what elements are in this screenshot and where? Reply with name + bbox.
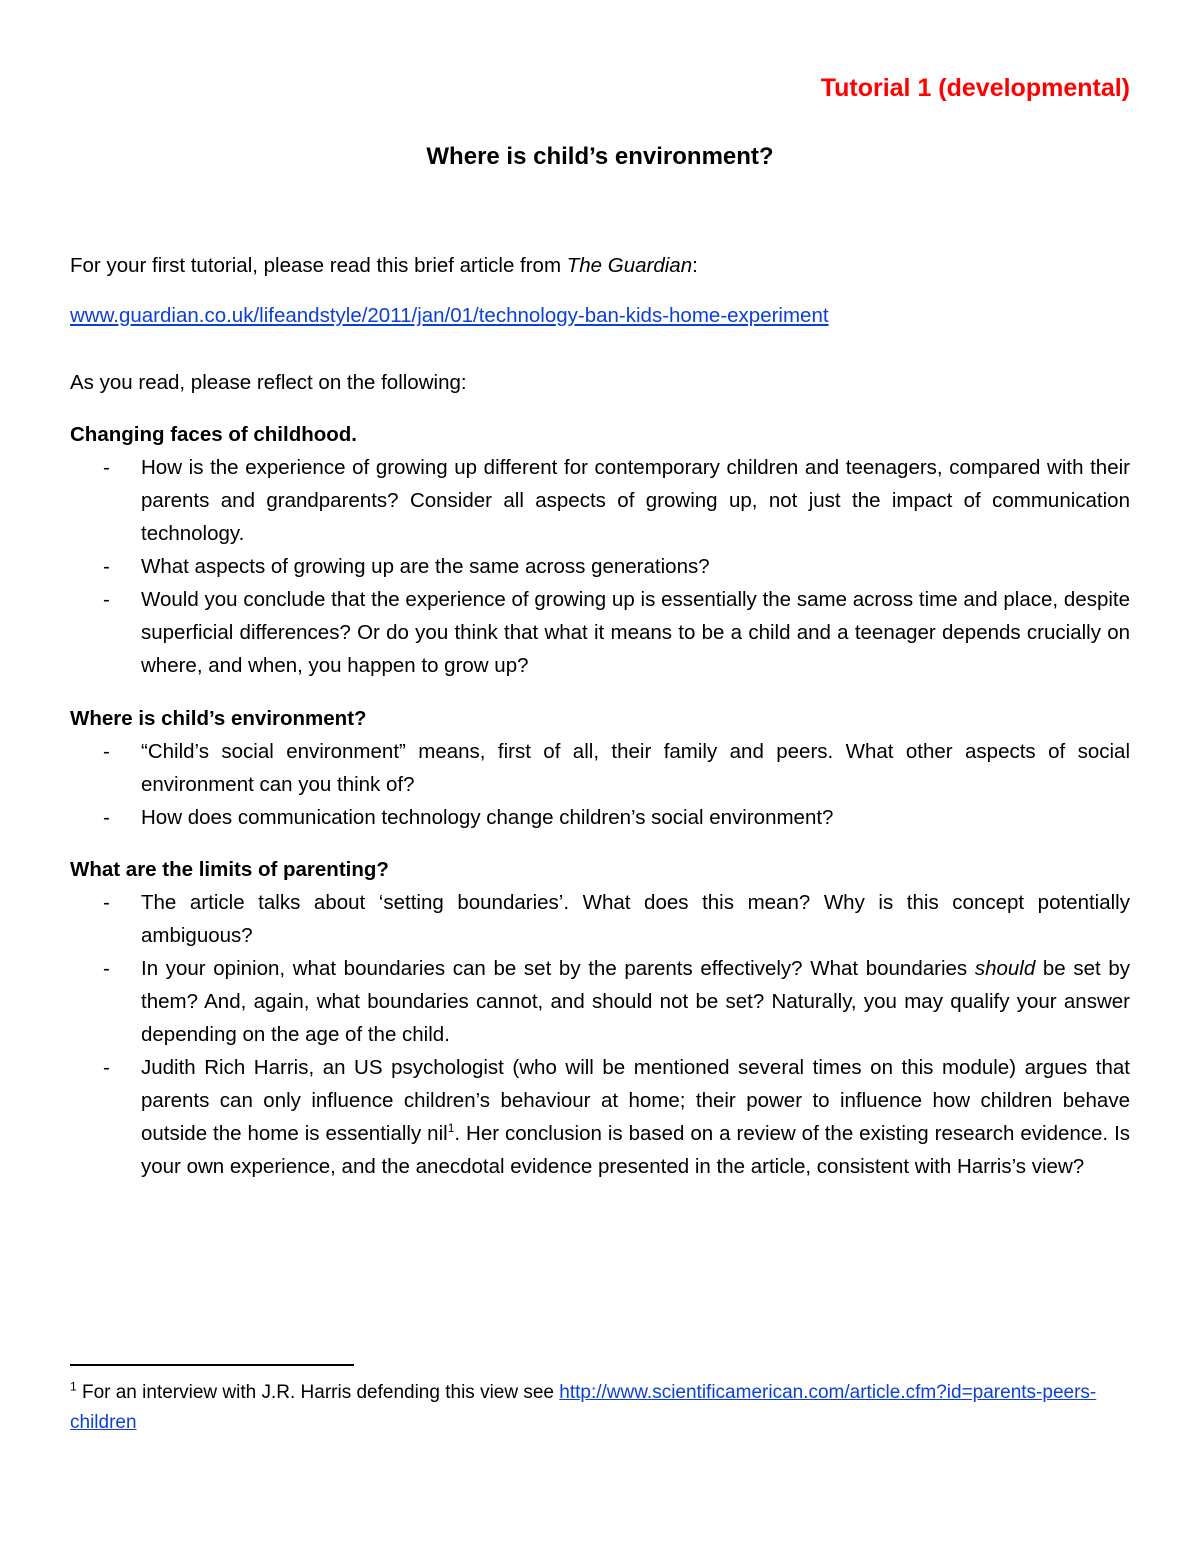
bullet-dash: - bbox=[103, 588, 110, 611]
list-item bbox=[70, 1051, 1130, 1183]
bullet-list bbox=[70, 451, 1130, 682]
footnote-text: For an interview with J.R. Harris defending this view see bbox=[76, 1382, 560, 1403]
footnote-marker: 1 bbox=[70, 1379, 77, 1394]
bullet-text-before: In your opinion, what boundaries can be set by the parents effectively? What boundaries bbox=[141, 957, 975, 980]
emphasis-should: should bbox=[974, 957, 1036, 980]
bullet-dash: - bbox=[103, 1056, 110, 1079]
list-item bbox=[70, 801, 1130, 834]
bullet-text: How does communication technology change children’s social environment? bbox=[141, 806, 834, 829]
bullet-list bbox=[70, 735, 1130, 834]
bullet-text-before: Judith Rich Harris, an US psychologist (who will be mentioned several times on this module) argues that parents can only influence children’s behaviour at home; their power to influence how children behave outside the home is essentially nil bbox=[141, 1056, 1130, 1145]
scientific-american-link[interactable]: http://www.scientificamerican.com/article.cfm?id=parents-peers-children bbox=[70, 1382, 1097, 1433]
list-item bbox=[70, 583, 1130, 682]
list-item bbox=[70, 550, 1130, 583]
bullet-text: What aspects of growing up are the same across generations? bbox=[141, 555, 710, 578]
section-heading: Changing faces of childhood. bbox=[70, 423, 357, 446]
footnote-reference[interactable]: 1 bbox=[447, 1121, 455, 1136]
section-changing-faces bbox=[70, 418, 1130, 682]
bullet-list bbox=[70, 886, 1130, 1183]
article-url-line bbox=[70, 299, 1130, 332]
intro-paragraph bbox=[70, 249, 1130, 282]
bullet-text-after: . Her conclusion is based on a review of the existing research evidence. Is your own experience, and the anecdotal evidence presented in the article, consistent with Harris’s view? bbox=[141, 1122, 1131, 1178]
bullet-dash: - bbox=[103, 456, 110, 479]
bullet-dash: - bbox=[103, 891, 110, 914]
bullet-text: How is the experience of growing up different for contemporary children and teenagers, compared with their parents and grandparents? Consider all aspects of growing up, not just the impact of communication technology. bbox=[141, 456, 1130, 545]
list-item bbox=[70, 451, 1130, 550]
bullet-text: Would you conclude that the experience of growing up is essentially the same across time and place, despite superficial differences? Or do you think that what it means to be a child and a teenager depends crucially on where, and when, you happen to grow up? bbox=[141, 588, 1130, 677]
section-limits-of-parenting bbox=[70, 853, 1130, 1183]
bullet-text-after: be set by them? And, again, what boundaries cannot, and should not be set? Naturally, you may qualify your answer depending on the age of the child. bbox=[141, 957, 1130, 1046]
reflect-prompt: As you read, please reflect on the following: bbox=[70, 371, 467, 394]
section-child-environment bbox=[70, 702, 1130, 834]
bullet-dash: - bbox=[103, 806, 110, 829]
list-item bbox=[70, 952, 1130, 1051]
document-page bbox=[70, 0, 1130, 1553]
list-item bbox=[70, 886, 1130, 952]
bullet-text: The article talks about ‘setting boundaries’. What does this mean? Why is this concept potentially ambiguous? bbox=[141, 891, 1130, 947]
guardian-article-link[interactable]: www.guardian.co.uk/lifeandstyle/2011/jan/01/technology-ban-kids-home-experiment bbox=[70, 304, 829, 327]
tutorial-label: Tutorial 1 (developmental) bbox=[820, 74, 1130, 102]
list-item bbox=[70, 735, 1130, 801]
section-heading: What are the limits of parenting? bbox=[70, 858, 389, 881]
bullet-dash: - bbox=[103, 740, 110, 763]
footnote-separator bbox=[70, 1364, 354, 1366]
intro-colon: : bbox=[692, 254, 698, 277]
bullet-dash: - bbox=[103, 555, 110, 578]
footnote bbox=[70, 1378, 1130, 1438]
bullet-text: “Child’s social environment” means, first of all, their family and peers. What other aspects of social environment can you think of? bbox=[141, 740, 1130, 796]
intro-text: For your first tutorial, please read this brief article from bbox=[70, 254, 567, 277]
page-title: Where is child’s environment? bbox=[426, 143, 774, 170]
bullet-dash: - bbox=[103, 957, 110, 980]
section-heading: Where is child’s environment? bbox=[70, 707, 367, 730]
source-name: The Guardian bbox=[566, 254, 693, 277]
